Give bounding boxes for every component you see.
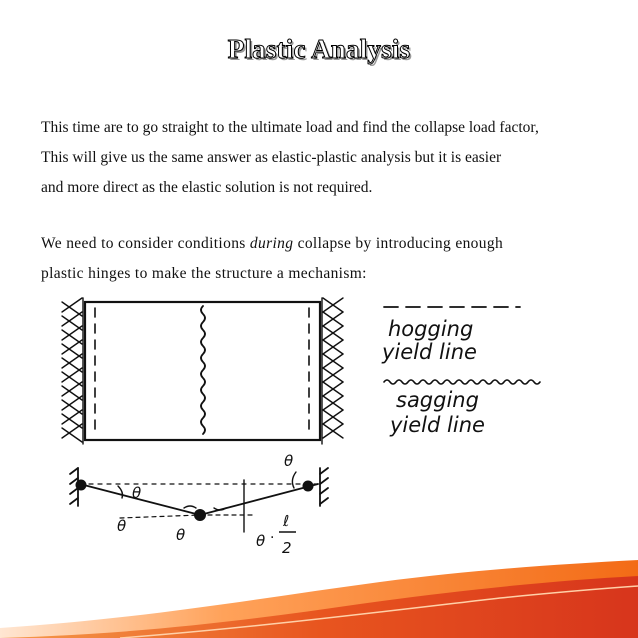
- page-title: Plastic Analysis: [227, 34, 411, 64]
- legend-sagging-wave: [384, 380, 540, 384]
- length-numerator: ℓ: [283, 512, 290, 530]
- mechanism-diagram: [70, 468, 328, 532]
- legend-sagging-word: sagging: [396, 388, 479, 412]
- right-support-hatch: [322, 298, 343, 444]
- hinge-center: [194, 509, 206, 521]
- theta-label-left: θ: [132, 484, 142, 502]
- legend-sagging-yield: yield line: [390, 413, 485, 437]
- theta-label-top: θ: [284, 452, 294, 470]
- length-denominator: 2: [282, 539, 292, 557]
- theta-label-bottom: θ: [176, 526, 186, 544]
- hinge-left: [76, 480, 87, 491]
- legend-hogging-word: hogging: [388, 317, 474, 341]
- legend-hogging-yield: yield line: [382, 340, 477, 364]
- sagging-line-center: [201, 306, 205, 434]
- footer-wave: [0, 558, 638, 638]
- left-support-hatch: [62, 298, 83, 444]
- intro-line-1: This time are to go straight to the ultimate load and find the collapse load factor,: [41, 119, 539, 136]
- mechanism-line-2: plastic hinges to make the structure a mechanism:: [41, 265, 367, 282]
- plastic-hinges: [76, 480, 314, 522]
- hinge-right: [303, 481, 314, 492]
- svg-text:·: ·: [270, 530, 275, 546]
- mechanism-emphasis: during: [249, 235, 294, 252]
- mechanism-text-b: collapse by introducing enough: [293, 235, 504, 252]
- intro-line-2: This will give us the same answer as elastic-plastic analysis but it is easier: [41, 149, 502, 166]
- mechanism-text-a: We need to consider conditions: [41, 235, 250, 252]
- intro-line-3: and more direct as the elastic solution is not required.: [41, 179, 373, 196]
- theta-label-right: θ: [256, 532, 266, 550]
- theta-label-bottom-left: θ: [117, 517, 127, 535]
